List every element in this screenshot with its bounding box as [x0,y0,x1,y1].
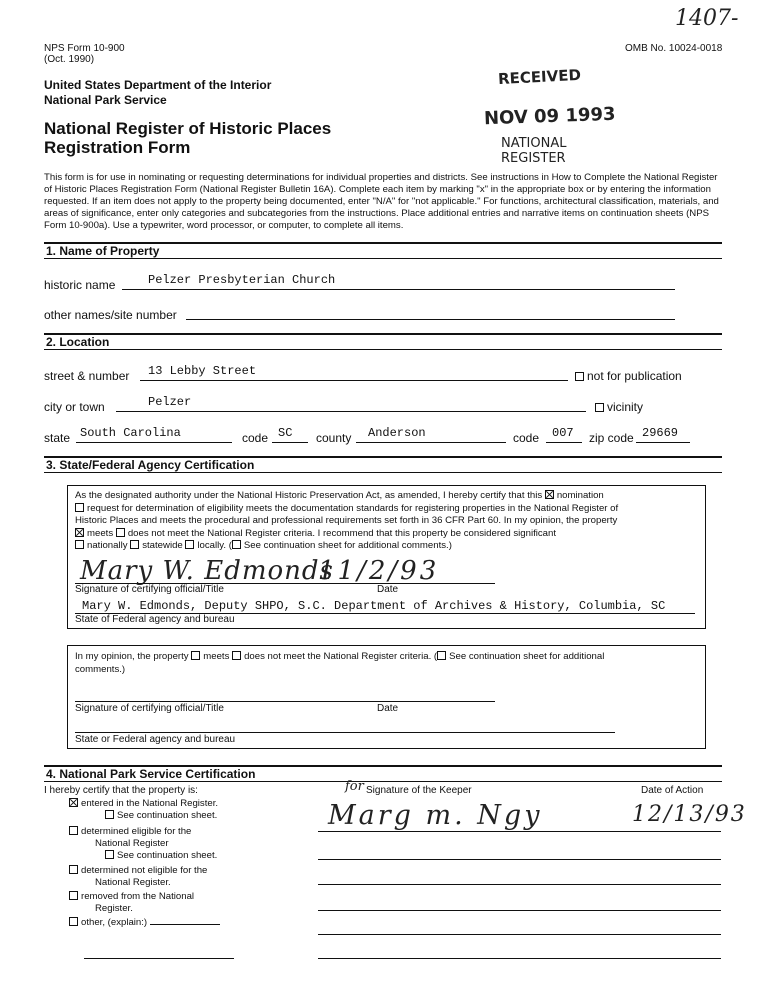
signature-label: Signature of certifying official/Title [75,584,224,595]
county-label: county [316,431,352,445]
form-number: NPS Form 10-900 [44,43,125,54]
other-explain-field[interactable] [150,924,220,925]
handwritten-number: 1407- [675,6,739,31]
action-date-value: 12/13/93 [632,802,747,827]
not-eligible-checkbox[interactable] [69,865,78,874]
official-title-value[interactable]: Mary W. Edmonds, Deputy SHPO, S.C. Department of Archives & History, Columbia, SC [82,599,666,613]
date-label: Date [377,584,399,595]
opinion-date-label: Date [377,703,399,714]
section-4-heading: 4. National Park Service Certification [46,767,256,781]
meets-checkbox[interactable] [75,528,84,537]
opinion-agency-label: State or Federal agency and bureau [75,734,236,745]
removed-checkbox[interactable] [69,891,78,900]
service: National Park Service [44,93,167,107]
state-code-label: code [242,431,269,445]
street-label: street & number [44,369,130,383]
state-value[interactable]: South Carolina [80,426,181,440]
omb-number: OMB No. 10024-0018 [625,43,723,54]
opinion-signature-label: Signature of certifying official/Title [75,703,224,714]
nomination-checkbox[interactable] [545,490,554,499]
received-stamp: RECEIVED [497,65,582,89]
section-1-heading: 1. Name of Property [46,244,160,258]
state-code-value[interactable]: SC [278,426,293,440]
vicinity-checkbox[interactable] [595,403,604,412]
section-2-heading: 2. Location [46,335,110,349]
keeper-label: Signature of the Keeper [366,785,472,796]
does-not-meet-checkbox[interactable] [116,528,125,537]
nationally-checkbox[interactable] [75,540,84,549]
city-label: city or town [44,400,105,414]
action-date-label: Date of Action [641,785,704,796]
agency-label: State of Federal agency and bureau [75,614,235,625]
form-date: (Oct. 1990) [44,54,95,65]
entered-checkbox[interactable] [69,798,78,807]
county-code-value[interactable]: 007 [552,426,574,440]
certify-label: I hereby certify that the property is: [44,785,198,796]
certification-text: As the designated authority under the National Historic Preservation Act, as amended, I hereby certify that this nomination request for determination of eligibility meets the documentation standards for registering properties in the National Register of Historic Places and meets the procedural and professional requirements set forth in 36 CFR Part 60. In my opinion, the property meets does not meet the National Register criteria. I recommend that this property be considered significant nationally statewide locally. ( See continuation sheet for additional comments.) [75,490,619,552]
city-value[interactable]: Pelzer [148,395,192,409]
form-title: National Register of Historic Places [44,119,332,138]
department: United States Department of the Interior [44,78,272,92]
eligible-option[interactable]: determined eligible for the National Register See continuation sheet. [69,826,217,862]
received-date-stamp: NOV 09 1993 [483,103,616,130]
stamp-register: REGISTER [501,151,566,166]
statewide-checkbox[interactable] [130,540,139,549]
certifying-signature: Mary W. Edmonds [80,556,334,586]
eligible-continuation-checkbox[interactable] [105,850,114,859]
opinion-continuation-checkbox[interactable] [437,651,446,660]
historic-name-value[interactable]: Pelzer Presbyterian Church [148,273,336,287]
section-3-heading: 3. State/Federal Agency Certification [46,458,255,472]
vicinity-option[interactable]: vicinity [595,400,643,414]
street-value[interactable]: 13 Lebby Street [148,364,257,378]
not-for-publication-option[interactable]: not for publication [575,369,682,383]
locally-checkbox[interactable] [185,540,194,549]
other-option[interactable]: other, (explain:) [69,917,220,929]
historic-name-label: historic name [44,278,116,292]
county-code-label: code [513,431,540,445]
keeper-for: for [345,779,364,794]
stamp-national: NATIONAL [501,136,567,151]
zip-value[interactable]: 29669 [642,426,679,440]
eligible-checkbox[interactable] [69,826,78,835]
opinion-text: In my opinion, the property meets does not meet the National Register criteria. ( See continuation sheet for additional comments.) [75,651,605,675]
not-eligible-option[interactable]: determined not eligible for the National Register. [69,865,207,889]
certifying-signature-date: 11/2/93 [318,556,440,586]
opinion-meets-checkbox[interactable] [191,651,200,660]
opinion-does-not-meet-checkbox[interactable] [232,651,241,660]
instructions: This form is for use in nominating or requesting determinations for individual properties and districts. See instructions in How to Complete the National Register of Historic Places Registration Form (National Register Bulletin 16A). Complete each item by marking "x" in the appropriate box or by entering the information requested. If an item does not apply to the property being documented, enter "N/A" for "not applicable." For functions, architectural classification, materials, and areas of significance, enter only categories and subcategories from the instructions. Place additional entries and narrative items on continuation sheets (NPS Form 10-900a). Use a typewriter, word processor, or computer, to complete all items. [44,172,719,231]
keeper-signature: Marg m. Ngy [328,800,543,831]
request-checkbox[interactable] [75,503,84,512]
form-subtitle: Registration Form [44,138,191,157]
removed-option[interactable]: removed from the National Register. [69,891,194,915]
zip-label: zip code [589,431,634,445]
county-value[interactable]: Anderson [368,426,426,440]
entered-continuation-checkbox[interactable] [105,810,114,819]
other-checkbox[interactable] [69,917,78,926]
state-label: state [44,431,71,445]
entered-option[interactable]: entered in the National Register. See continuation sheet. [69,798,218,822]
continuation-checkbox[interactable] [232,540,241,549]
not-for-publication-checkbox[interactable] [575,372,584,381]
other-names-label: other names/site number [44,308,177,322]
